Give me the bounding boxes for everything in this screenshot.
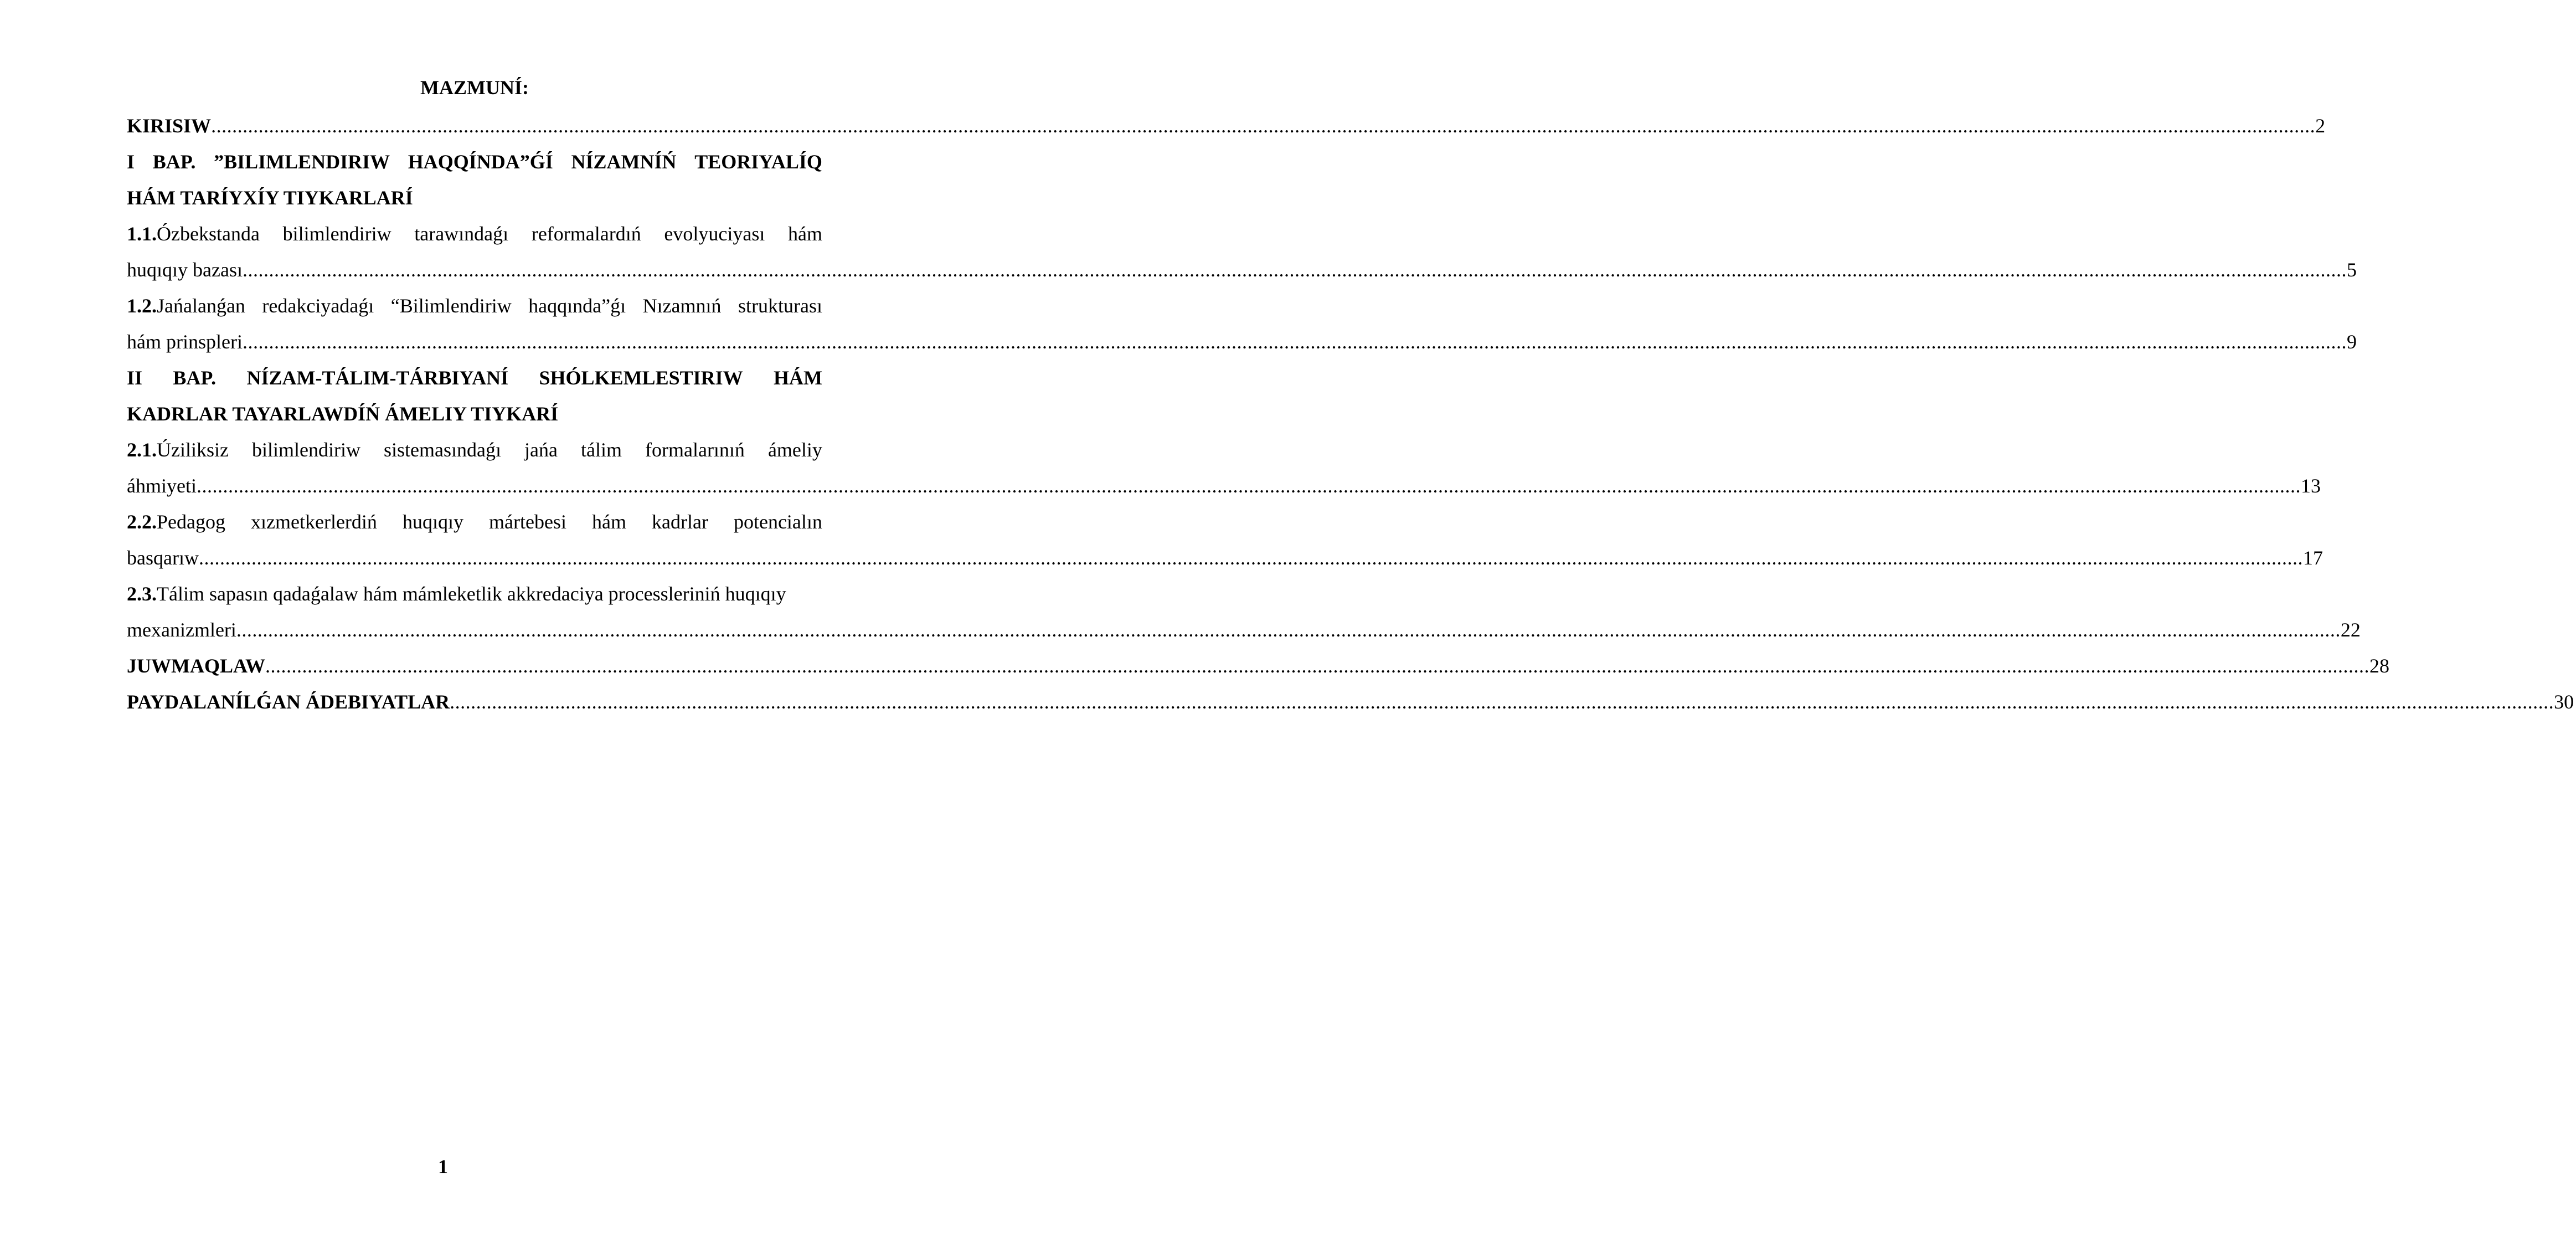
section-word: tálim <box>580 439 622 461</box>
heading-word: HÁM <box>774 367 822 389</box>
page-number: 1 <box>438 1156 448 1178</box>
toc-entry-conclusion[interactable] <box>127 648 2389 684</box>
toc-entry-label: huqıqıy bazası <box>127 259 243 281</box>
dot-leader: ................................................................................................................................................................................................................................................................................................................................................................................................................ <box>242 331 2347 353</box>
section-first-word <box>127 288 245 324</box>
heading-word: SHÓLKEMLESTIRIW <box>539 367 743 389</box>
dot-leader: ................................................................................................................................................................................................................................................................................................................................................................................................................ <box>211 115 2316 137</box>
toc-page-number: 5 <box>2346 259 2357 281</box>
toc-entry-label: mexanizmleri <box>127 619 236 641</box>
section-word: Úziliksiz <box>157 439 229 461</box>
dot-leader: ................................................................................................................................................................................................................................................................................................................................................................................................................ <box>265 655 2369 677</box>
toc-page-number: 30 <box>2554 691 2574 713</box>
section-first-word <box>127 216 260 252</box>
section-word: sistemasındaǵı <box>384 439 501 461</box>
section-word: haqqında”ǵı <box>528 295 626 317</box>
toc-entry-references[interactable] <box>127 684 2574 720</box>
toc-section-2-1-line-1[interactable] <box>127 432 822 468</box>
toc-section-2-3-line-1[interactable] <box>127 576 822 612</box>
toc-entry-label: basqarıw <box>127 547 199 569</box>
section-word: “Bilimlendiriw <box>390 295 512 317</box>
section-number: 2.2. <box>127 511 157 533</box>
dot-leader: ................................................................................................................................................................................................................................................................................................................................................................................................................ <box>198 547 2303 569</box>
section-word: huqıqıy <box>402 511 463 533</box>
toc-section-2-3-line-2[interactable] <box>127 612 2361 648</box>
toc-title: MAZMUNÍ: <box>420 76 529 99</box>
section-number: 1.1. <box>127 223 157 245</box>
heading-word: II <box>127 367 143 389</box>
toc-section-2-2-line-1[interactable] <box>127 504 822 540</box>
toc-page-number: 28 <box>2369 655 2389 677</box>
section-word: Jańalanǵan <box>157 295 245 317</box>
section-word: tarawındaǵı <box>414 223 509 245</box>
toc-entry-label: KIRISIW <box>127 115 212 137</box>
section-word: redakciyadaǵı <box>262 295 374 317</box>
toc-entry-label: JUWMAQLAW <box>127 655 265 677</box>
toc-page-number: 2 <box>2315 115 2326 137</box>
heading-word: I <box>127 151 135 173</box>
heading-word: BAP. <box>152 151 196 173</box>
section-word: Nızamnıń <box>642 295 722 317</box>
section-word: mártebesi <box>489 511 566 533</box>
section-word: reformalardıń <box>531 223 641 245</box>
heading-word: HAQQÍNDA”ǴÍ <box>408 151 553 173</box>
section-word: evolyuciyası <box>664 223 765 245</box>
section-word: kadrlar <box>652 511 708 533</box>
section-first-word <box>127 504 225 540</box>
section-number: 2.3. <box>127 583 157 605</box>
heading-word: NÍZAMNÍŃ <box>571 151 677 173</box>
section-text: Tálim sapasın qadaǵalaw hám mámleketlik akkredaciya processleriniń huqıqıy <box>157 583 786 605</box>
toc-page-number: 22 <box>2340 619 2361 641</box>
toc-section-1-1-line-2[interactable] <box>127 252 2357 288</box>
section-word: xızmetkerlerdiń <box>251 511 377 533</box>
toc-page-number: 17 <box>2302 547 2323 569</box>
toc-chapter-1-line-1[interactable] <box>127 144 822 180</box>
section-word: strukturası <box>738 295 822 317</box>
section-word: Ózbekstanda <box>157 223 260 245</box>
heading-word: NÍZAM-TÁLIM-TÁRBIYANÍ <box>246 367 509 389</box>
dot-leader: ................................................................................................................................................................................................................................................................................................................................................................................................................ <box>196 475 2301 497</box>
toc-entry-intro[interactable] <box>127 108 2326 144</box>
toc-section-1-2-line-2[interactable] <box>127 324 2357 360</box>
section-word: bilimlendiriw <box>252 439 360 461</box>
heading-word: ”BILIMLENDIRIW <box>214 151 390 173</box>
toc-chapter-1-line-2[interactable]: HÁM TARÍYXÍY TIYKARLARÍ <box>127 187 413 209</box>
toc-page-number: 13 <box>2300 475 2321 497</box>
toc-entry-label: hám prinspleri <box>127 331 243 353</box>
section-number: 1.2. <box>127 295 157 317</box>
toc-entry-label: áhmiyeti <box>127 475 197 497</box>
section-word: hám <box>788 223 822 245</box>
toc-section-2-1-line-2[interactable] <box>127 468 2321 504</box>
section-word: potencialın <box>733 511 822 533</box>
toc-section-2-2-line-2[interactable] <box>127 540 2323 576</box>
section-first-word <box>127 432 229 468</box>
toc-section-1-2-line-1[interactable] <box>127 288 822 324</box>
toc-chapter-2-line-1[interactable] <box>127 360 822 396</box>
section-word: hám <box>591 511 626 533</box>
dot-leader: ................................................................................................................................................................................................................................................................................................................................................................................................................ <box>236 619 2341 641</box>
heading-word: TEORIYALÍQ <box>694 151 822 173</box>
section-word: jańa <box>524 439 558 461</box>
section-word: bilimlendiriw <box>282 223 391 245</box>
section-word: Pedagog <box>157 511 225 533</box>
toc-section-1-1-line-1[interactable] <box>127 216 822 252</box>
section-word: ámeliy <box>767 439 822 461</box>
dot-leader: ................................................................................................................................................................................................................................................................................................................................................................................................................ <box>242 259 2347 281</box>
toc-chapter-2-line-2[interactable]: KADRLAR TAYARLAWDÍŃ ÁMELIY TIYKARÍ <box>127 403 559 425</box>
section-number: 2.1. <box>127 439 157 461</box>
table-of-contents <box>127 72 2574 720</box>
section-word: formalarınıń <box>645 439 745 461</box>
heading-word: BAP. <box>173 367 217 389</box>
toc-entry-label: PAYDALANÍLǴAN ÁDEBIYATLAR <box>127 691 450 713</box>
dot-leader: ................................................................................................................................................................................................................................................................................................................................................................................................................ <box>450 691 2554 713</box>
toc-page-number: 9 <box>2346 331 2357 353</box>
